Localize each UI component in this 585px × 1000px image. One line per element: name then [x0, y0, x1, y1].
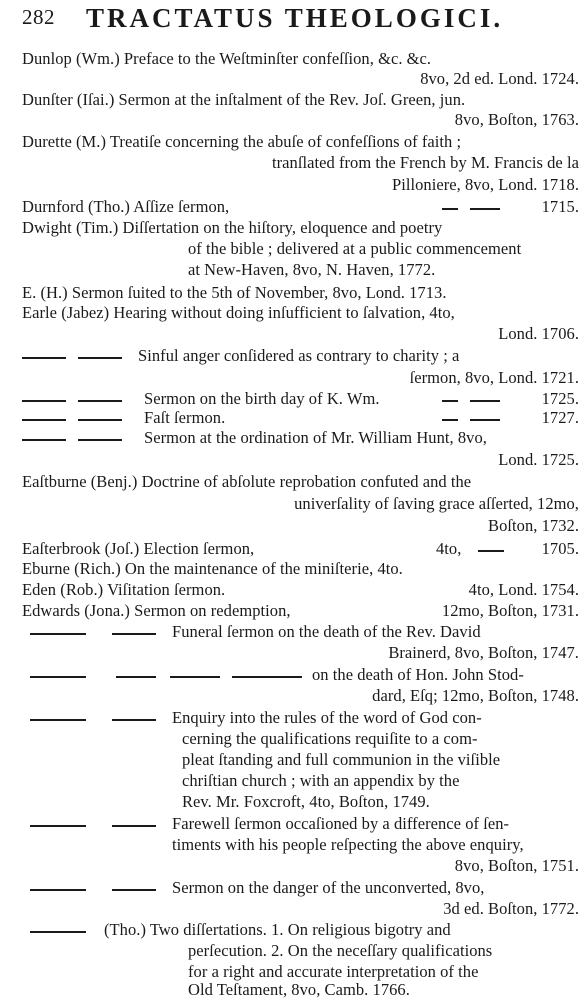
- ditto-dash: [22, 419, 66, 421]
- entry-line: Eden (Rob.) Viſitation ſermon.: [22, 580, 226, 599]
- entry-line: perſecution. 2. On the neceſſary qualifications: [188, 941, 493, 960]
- entry-line: ſermon, 8vo, Lond. 1721.: [409, 368, 579, 387]
- ditto-dash: [470, 419, 500, 421]
- entry-line: Edwards (Jona.) Sermon on redemption,: [22, 601, 291, 620]
- entry-line: 8vo, 2d ed. Lond. 1724.: [420, 69, 579, 88]
- entry-line: cerning the qualifications requiſite to a com-: [182, 729, 478, 748]
- ditto-dash: [470, 400, 500, 402]
- running-title: TRACTATUS THEOLOGICI.: [86, 3, 504, 33]
- entry-line: 1727.: [541, 408, 579, 427]
- entry-line: chriſtian church ; with an appendix by the: [182, 771, 460, 790]
- entry-line: E. (H.) Sermon ſuited to the 5th of November, 8vo, Lond. 1713.: [22, 283, 447, 302]
- entry-line: Sermon on the danger of the unconverted, 8vo,: [172, 878, 485, 897]
- ditto-dash: [442, 419, 458, 421]
- entry-line: Eburne (Rich.) On the maintenance of the miniſterie, 4to.: [22, 559, 403, 578]
- entry-line: Old Teſtament, 8vo, Camb. 1766.: [188, 980, 410, 999]
- entry-line: Farewell ſermon occaſioned by a difference of ſen-: [172, 814, 510, 833]
- ditto-dash: [170, 676, 220, 678]
- entry-line: dard, Eſq; 12mo, Boſton, 1748.: [372, 686, 579, 705]
- ditto-dash: [112, 825, 156, 827]
- entry-line: Enquiry into the rules of the word of God con-: [172, 708, 482, 727]
- entry-line: 8vo, Boſton, 1763.: [454, 110, 579, 129]
- ditto-dash: [470, 208, 500, 210]
- entry-line: Sermon at the ordination of Mr. William Hunt, 8vo,: [144, 428, 487, 447]
- entry-line: 1705.: [541, 539, 579, 558]
- entry-line: Brainerd, 8vo, Boſton, 1747.: [388, 643, 579, 662]
- entry-line: Rev. Mr. Foxcroft, 4to, Boſton, 1749.: [182, 792, 430, 811]
- entry-line: 1715.: [541, 197, 579, 216]
- entry-line: Boſton, 1732.: [488, 516, 579, 535]
- entry-line: 1725.: [541, 389, 579, 408]
- ditto-dash: [112, 633, 156, 635]
- entry-line: Dunlop (Wm.) Preface to the Weſtminſter confeſſion, &c. &c.: [22, 49, 432, 68]
- entry-line: Dunſter (Iſai.) Sermon at the inſtalment of the Rev. Joſ. Green, jun.: [22, 90, 466, 109]
- ditto-dash: [78, 400, 122, 402]
- ditto-dash: [78, 439, 122, 441]
- entry-line: for a right and accurate interpretation of the: [188, 962, 479, 981]
- ditto-dash: [442, 208, 458, 210]
- entry-line: Lond. 1706.: [498, 324, 579, 343]
- entry-line: Durette (M.) Treatiſe concerning the abuſe of confeſſions of faith ;: [22, 132, 462, 151]
- entry-line: 3d ed. Boſton, 1772.: [443, 899, 579, 918]
- entry-line: tranſlated from the French by M. Francis de la: [271, 153, 579, 172]
- entry-line: Dwight (Tim.) Diſſertation on the hiſtory, eloquence and poetry: [22, 218, 443, 237]
- ditto-dash: [112, 889, 156, 891]
- ditto-dash: [442, 400, 458, 402]
- entry-line: 8vo, Boſton, 1751.: [454, 856, 579, 875]
- entry-line: Faſt ſermon.: [144, 408, 226, 427]
- entry-line: Earle (Jabez) Hearing without doing inſufficient to ſalvation, 4to,: [22, 303, 455, 322]
- ditto-dash: [478, 550, 504, 552]
- entry-line: Pilloniere, 8vo, Lond. 1718.: [391, 175, 579, 194]
- ditto-dash: [22, 439, 66, 441]
- entry-line: at New-Haven, 8vo, N. Haven, 1772.: [188, 260, 436, 279]
- ditto-dash: [30, 676, 86, 678]
- ditto-dash: [116, 676, 156, 678]
- ditto-dash: [22, 400, 66, 402]
- ditto-dash: [30, 889, 86, 891]
- entry-line: pleat ſtanding and full communion in the viſible: [182, 750, 501, 769]
- entry-line: Lond. 1725.: [498, 450, 579, 469]
- ditto-dash: [30, 633, 86, 635]
- entry-line: 4to,: [436, 539, 462, 558]
- ditto-dash: [22, 357, 66, 359]
- ditto-dash: [78, 419, 122, 421]
- entry-line: Sinful anger conſidered as contrary to charity ; a: [138, 346, 460, 365]
- ditto-dash: [30, 825, 86, 827]
- page-number: 282: [22, 5, 55, 29]
- entry-line: Durnford (Tho.) Aſſize ſermon,: [22, 197, 230, 216]
- ditto-dash: [30, 719, 86, 721]
- ditto-dash: [112, 719, 156, 721]
- ditto-dash: [232, 676, 302, 678]
- entry-line: Sermon on the birth day of K. Wm.: [144, 389, 380, 408]
- entry-line: on the death of Hon. John Stod-: [312, 665, 524, 684]
- entry-line: timents with his people reſpecting the above enquiry,: [172, 835, 524, 854]
- entry-line: Eaſterbrook (Joſ.) Election ſermon,: [22, 539, 255, 558]
- entry-line: Eaſtburne (Benj.) Doctrine of abſolute reprobation confuted and the: [22, 472, 472, 491]
- entry-line: of the bible ; delivered at a public commencement: [188, 239, 522, 258]
- entry-line: Funeral ſermon on the death of the Rev. David: [172, 622, 481, 641]
- entry-line: (Tho.) Two diſſertations. 1. On religious bigotry and: [104, 920, 451, 939]
- ditto-dash: [78, 357, 122, 359]
- entry-line: univerſality of ſaving grace aſſerted, 12mo,: [294, 494, 579, 513]
- entry-line: 4to, Lond. 1754.: [468, 580, 579, 599]
- entry-line: 12mo, Boſton, 1731.: [441, 601, 579, 620]
- ditto-dash: [30, 931, 86, 933]
